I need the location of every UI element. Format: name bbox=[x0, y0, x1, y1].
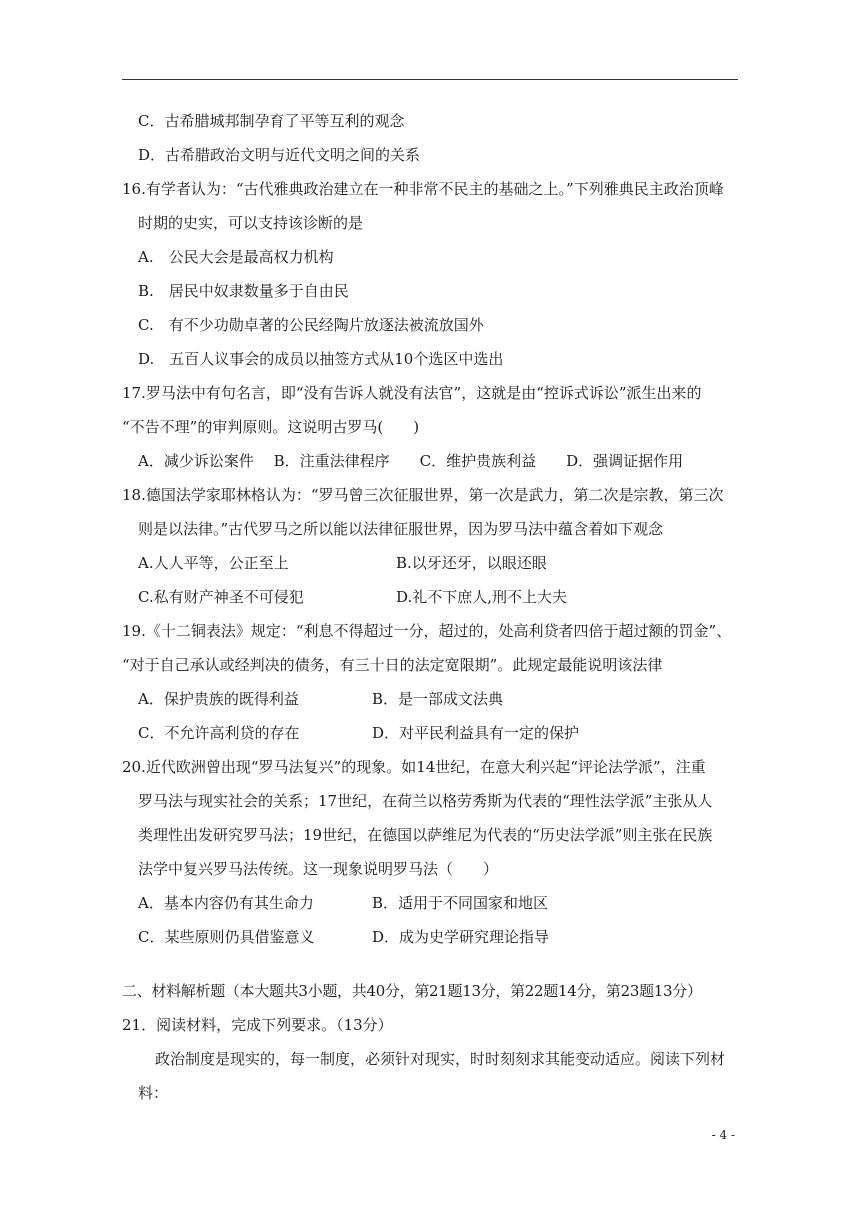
q18-option-d: D.礼不下庶人,刑不上大夫 bbox=[396, 588, 568, 606]
section-two-heading: 二、材料解析题（本大题共3小题，共40分，第21题13分，第22题14分，第23题13分） bbox=[122, 982, 702, 1000]
q20-option-d: D．成为史学研究理论指导 bbox=[372, 928, 550, 946]
q17-stem-line-2: “不告不理”的审判原则。这说明古罗马( ) bbox=[122, 418, 420, 436]
header-rule bbox=[122, 79, 738, 80]
q19-option-c: C．不允许高利贷的存在 bbox=[138, 724, 300, 742]
q21-stem: 21．阅读材料，完成下列要求。（13分） bbox=[122, 1016, 393, 1034]
q20-stem-line-2: 罗马法与现实社会的关系；17世纪，在荷兰以格劳秀斯为代表的“理性法学派”主张从人 bbox=[138, 792, 713, 810]
q16-option-b: B. 居民中奴隶数量多于自由民 bbox=[138, 282, 349, 300]
q20-stem-line-1: 20.近代欧洲曾出现“罗马法复兴”的现象。如14世纪，在意大利兴起“评论法学派”，注重 bbox=[122, 758, 706, 776]
q16-stem-line-1: 16.有学者认为：“古代雅典政治建立在一种非常不民主的基础之上。”下列雅典民主政治顶峰 bbox=[122, 180, 724, 198]
q20-option-b: B．适用于不同国家和地区 bbox=[372, 894, 549, 912]
q16-option-d: D. 五百人议事会的成员以抽签方式从10个选区中选出 bbox=[138, 350, 504, 368]
q18-option-c: C.私有财产神圣不可侵犯 bbox=[138, 588, 304, 606]
q18-stem-line-2: 则是以法律。”古代罗马之所以能以法律征服世界，因为罗马法中蕴含着如下观念 bbox=[138, 520, 664, 538]
page-number: - 4 - bbox=[711, 1128, 735, 1142]
q19-option-b: B．是一部成文法典 bbox=[372, 690, 504, 708]
q15-option-d: D．古希腊政治文明与近代文明之间的关系 bbox=[138, 146, 421, 164]
q18-option-b: B.以牙还牙，以眼还眼 bbox=[396, 554, 547, 572]
q19-stem-line-2: “对于自己承认或经判决的债务，有三十日的法定宽限期”。此规定最能说明该法律 bbox=[122, 656, 663, 674]
q19-option-d: D．对平民利益具有一定的保护 bbox=[372, 724, 580, 742]
q18-option-a: A.人人平等，公正至上 bbox=[138, 554, 289, 572]
q19-option-a: A．保护贵族的既得利益 bbox=[138, 690, 299, 708]
q17-options: A．减少诉讼案件 B．注重法律程序 C．维护贵族利益 D．强调证据作用 bbox=[138, 452, 684, 470]
q20-option-c: C．某些原则仍具借鉴意义 bbox=[138, 928, 315, 946]
q16-option-c: C. 有不少功勋卓著的公民经陶片放逐法被流放国外 bbox=[138, 316, 484, 334]
q21-material-line-2: 料： bbox=[138, 1084, 169, 1102]
q19-stem-line-1: 19.《十二铜表法》规定：“利息不得超过一分，超过的，处高利贷者四倍于超过额的罚金”、 bbox=[122, 622, 732, 640]
q20-option-a: A．基本内容仍有其生命力 bbox=[138, 894, 314, 912]
q21-material-line-1: 政治制度是现实的，每一制度，必须针对现实，时时刻刻求其能变动适应。阅读下列材 bbox=[155, 1050, 726, 1068]
q16-stem-line-2: 时期的史实，可以支持该诊断的是 bbox=[138, 214, 364, 232]
q16-option-a: A. 公民大会是最高权力机构 bbox=[138, 248, 334, 266]
q17-stem-line-1: 17.罗马法中有句名言，即“没有告诉人就没有法官”，这就是由“控诉式诉讼”派生出来的 bbox=[122, 384, 702, 402]
q18-stem-line-1: 18.德国法学家耶林格认为：“罗马曾三次征服世界，第一次是武力，第二次是宗教，第三次 bbox=[122, 486, 724, 504]
q15-option-c: C．古希腊城邦制孕育了平等互利的观念 bbox=[138, 112, 405, 130]
q20-stem-line-3: 类理性出发研究罗马法；19世纪，在德国以萨维尼为代表的“历史法学派”则主张在民族 bbox=[138, 826, 713, 844]
q20-stem-line-4: 法学中复兴罗马法传统。这一现象说明罗马法（ ） bbox=[138, 860, 499, 878]
